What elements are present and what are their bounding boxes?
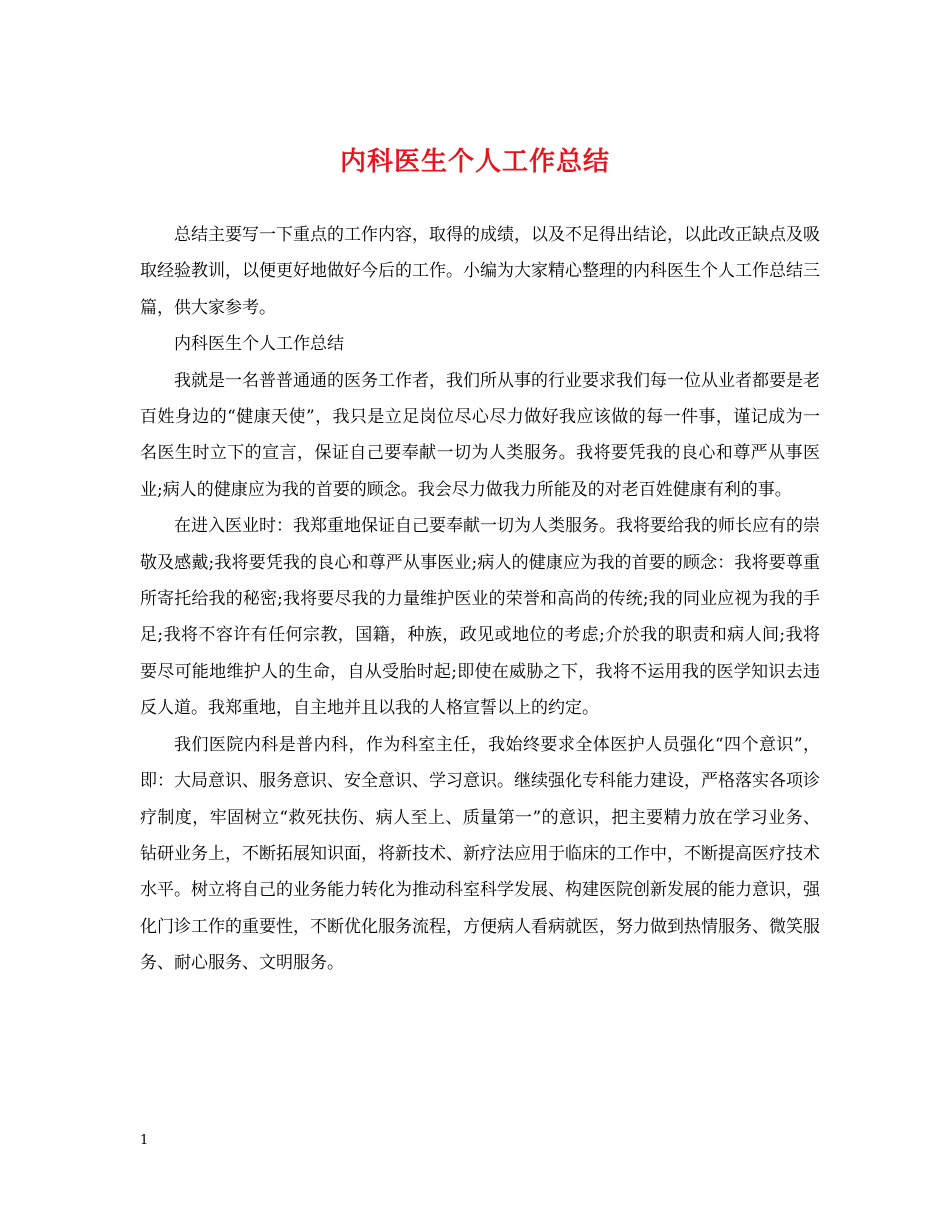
document-body — [140, 217, 820, 982]
page-title: 内科医生个人工作总结 — [339, 147, 610, 177]
paragraph-2: 在进入医业时：我郑重地保证自己要奉献一切为人类服务。我将要给我的师长应有的崇敬及感戴;我将要凭我的良心和尊严从事医业;病人的健康应为我的首要的顾念：我将要尊重所寄托给我的秘密;我将要尽我的力量维护医业的荣誉和高尚的传统;我的同业应视为我的手足;我将不容许有任何宗教，国籍，种族，政见或地位的考虑;介於我的职责和病人间;我将要尽可能地维护人的生命，自从受胎时起;即使在威胁之下，我将不运用我的医学知识去违反人道。我郑重地，自主地并且以我的人格宣誓以上的约定。 — [140, 516, 820, 719]
paragraph-1: 我就是一名普普通通的医务工作者，我们所从事的行业要求我们每一位从业者都要是老百姓身边的“健康天使”，我只是立足岗位尽心尽力做好我应该做的每一件事，谨记成为一名医生时立下的宣言，保证自己要奉献一切为人类服务。我将要凭我的良心和尊严从事医业;病人的健康应为我的首要的顾念。我会尽力做我力所能及的对老百姓健康有利的事。 — [140, 370, 820, 500]
paragraph-3: 我们医院内科是普内科，作为科室主任，我始终要求全体医护人员强化“四个意识”，即：大局意识、服务意识、安全意识、学习意识。继续强化专科能力建设，严格落实各项诊疗制度，牢固树立“救死扶伤、病人至上、质量第一”的意识，把主要精力放在学习业务、钻研业务上，不断拓展知识面，将新技术、新疗法应用于临床的工作中，不断提高医疗技术水平。树立将自己的业务能力转化为推动科室科学发展、构建医院创新发展的能力意识，强化门诊工作的重要性，不断优化服务流程，方便病人看病就医，努力做到热情服务、微笑服务、耐心服务、文明服务。 — [140, 734, 820, 974]
section-heading: 内科医生个人工作总结 — [174, 334, 344, 355]
paragraph-intro: 总结主要写一下重点的工作内容，取得的成绩，以及不足得出结论，以此改正缺点及吸取经验教训，以便更好地做好今后的工作。小编为大家精心整理的内科医生个人工作总结三篇，供大家参考。 — [140, 225, 820, 318]
page-number: 1 — [140, 1133, 149, 1148]
